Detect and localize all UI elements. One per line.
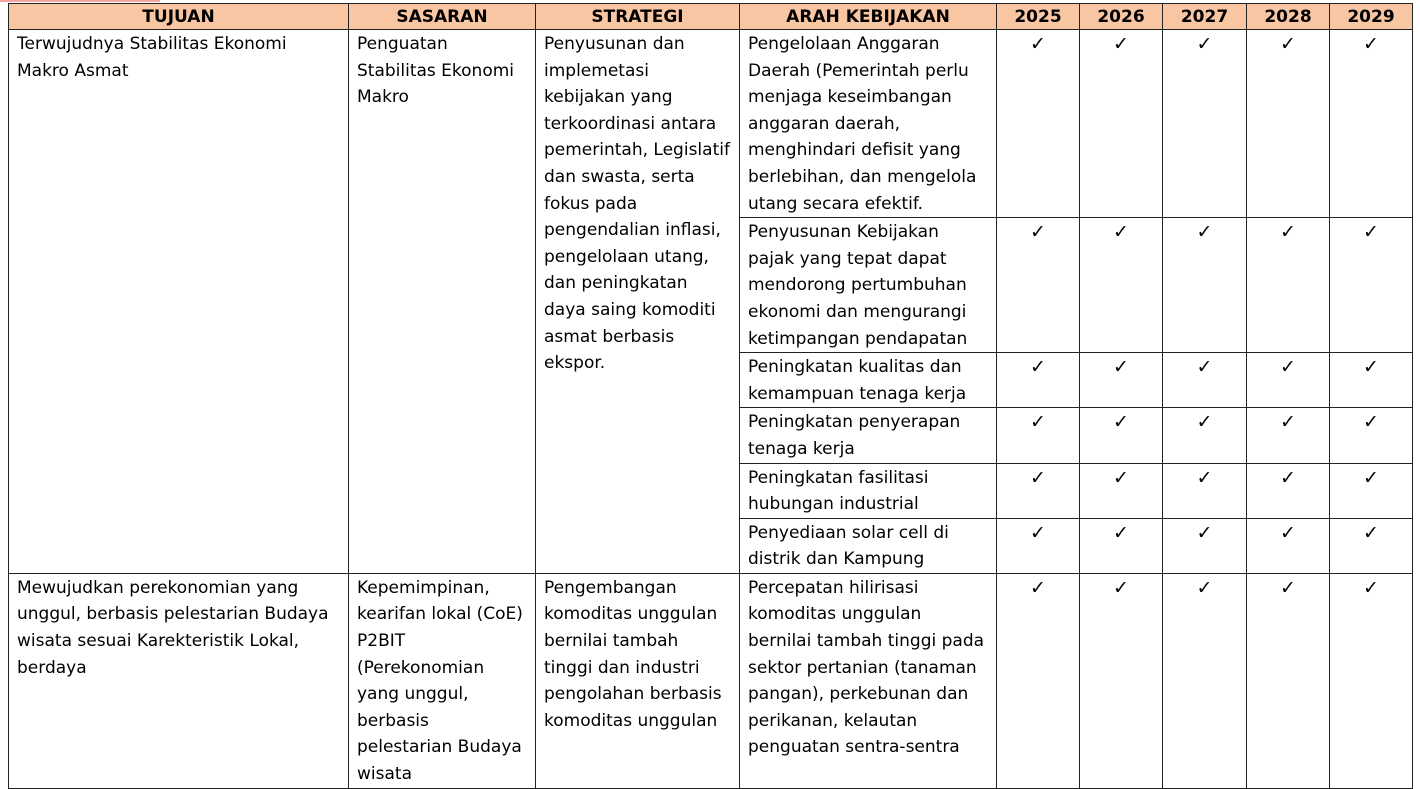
check-mark-2027: ✓ — [1163, 218, 1247, 353]
check-mark-2025: ✓ — [997, 30, 1080, 218]
arah-kebijakan-cell: Penyediaan solar cell di distrik dan Kampung — [740, 518, 997, 573]
tujuan-cell: Mewujudkan perekonomian yang unggul, berbasis pelestarian Budaya wisata sesuai Karekteristik Lokal, berdaya — [9, 573, 349, 788]
strategi-cell: Penyusunan dan implemetasi kebijakan yang terkoordinasi antara pemerintah, Legislatif dan swasta, serta fokus pada pengendalian inflasi, pengelolaan utang, dan peningkatan daya saing komoditi asmat berbasis ekspor. — [536, 30, 740, 574]
check-mark-2029: ✓ — [1330, 573, 1413, 788]
header-year-2029: 2029 — [1330, 4, 1413, 30]
arah-kebijakan-cell: Peningkatan penyerapan tenaga kerja — [740, 408, 997, 463]
header-sasaran: SASARAN — [349, 4, 536, 30]
check-mark-2029: ✓ — [1330, 518, 1413, 573]
strategi-cell: Pengembangan komoditas unggulan bernilai tambah tinggi dan industri pengolahan berbasis komoditas unggulan — [536, 573, 740, 788]
check-mark-2025: ✓ — [997, 408, 1080, 463]
check-mark-2027: ✓ — [1163, 573, 1247, 788]
arah-kebijakan-cell: Peningkatan kualitas dan kemampuan tenaga kerja — [740, 353, 997, 408]
header-strategi: STRATEGI — [536, 4, 740, 30]
check-mark-2028: ✓ — [1247, 573, 1330, 788]
check-mark-2029: ✓ — [1330, 353, 1413, 408]
header-year-2027: 2027 — [1163, 4, 1247, 30]
check-mark-2026: ✓ — [1080, 573, 1163, 788]
header-row — [9, 4, 1413, 30]
check-mark-2027: ✓ — [1163, 408, 1247, 463]
check-mark-2027: ✓ — [1163, 353, 1247, 408]
check-mark-2029: ✓ — [1330, 218, 1413, 353]
header-arah-kebijakan: ARAH KEBIJAKAN — [740, 4, 997, 30]
check-mark-2026: ✓ — [1080, 30, 1163, 218]
check-mark-2026: ✓ — [1080, 408, 1163, 463]
check-mark-2026: ✓ — [1080, 218, 1163, 353]
top-accent-line — [0, 0, 160, 2]
check-mark-2027: ✓ — [1163, 463, 1247, 518]
check-mark-2029: ✓ — [1330, 30, 1413, 218]
check-mark-2026: ✓ — [1080, 463, 1163, 518]
sasaran-cell: Kepemimpinan, kearifan lokal (CoE) P2BIT (Perekonomian yang unggul, berbasis pelestarian Budaya wisata — [349, 573, 536, 788]
policy-matrix-table — [8, 3, 1413, 789]
check-mark-2028: ✓ — [1247, 408, 1330, 463]
header-year-2026: 2026 — [1080, 4, 1163, 30]
check-mark-2026: ✓ — [1080, 518, 1163, 573]
check-mark-2025: ✓ — [997, 573, 1080, 788]
arah-kebijakan-cell: Percepatan hilirisasi komoditas unggulan bernilai tambah tinggi pada sektor pertanian (tanaman pangan), perkebunan dan perikanan, kelautan penguatan sentra-sentra — [740, 573, 997, 788]
arah-kebijakan-cell: Peningkatan fasilitasi hubungan industrial — [740, 463, 997, 518]
tujuan-cell: Terwujudnya Stabilitas Ekonomi Makro Asmat — [9, 30, 349, 574]
check-mark-2028: ✓ — [1247, 218, 1330, 353]
check-mark-2028: ✓ — [1247, 30, 1330, 218]
check-mark-2028: ✓ — [1247, 518, 1330, 573]
header-tujuan: TUJUAN — [9, 4, 349, 30]
check-mark-2027: ✓ — [1163, 518, 1247, 573]
check-mark-2025: ✓ — [997, 353, 1080, 408]
table-row — [9, 573, 1413, 788]
check-mark-2027: ✓ — [1163, 30, 1247, 218]
check-mark-2028: ✓ — [1247, 353, 1330, 408]
check-mark-2025: ✓ — [997, 218, 1080, 353]
check-mark-2025: ✓ — [997, 518, 1080, 573]
sasaran-cell: Penguatan Stabilitas Ekonomi Makro — [349, 30, 536, 574]
table-row — [9, 30, 1413, 218]
check-mark-2026: ✓ — [1080, 353, 1163, 408]
header-year-2028: 2028 — [1247, 4, 1330, 30]
arah-kebijakan-cell: Penyusunan Kebijakan pajak yang tepat dapat mendorong pertumbuhan ekonomi dan mengurangi ketimpangan pendapatan — [740, 218, 997, 353]
check-mark-2029: ✓ — [1330, 408, 1413, 463]
check-mark-2028: ✓ — [1247, 463, 1330, 518]
header-year-2025: 2025 — [997, 4, 1080, 30]
check-mark-2029: ✓ — [1330, 463, 1413, 518]
arah-kebijakan-cell: Pengelolaan Anggaran Daerah (Pemerintah perlu menjaga keseimbangan anggaran daerah, menghindari defisit yang berlebihan, dan mengelola utang secara efektif. — [740, 30, 997, 218]
check-mark-2025: ✓ — [997, 463, 1080, 518]
